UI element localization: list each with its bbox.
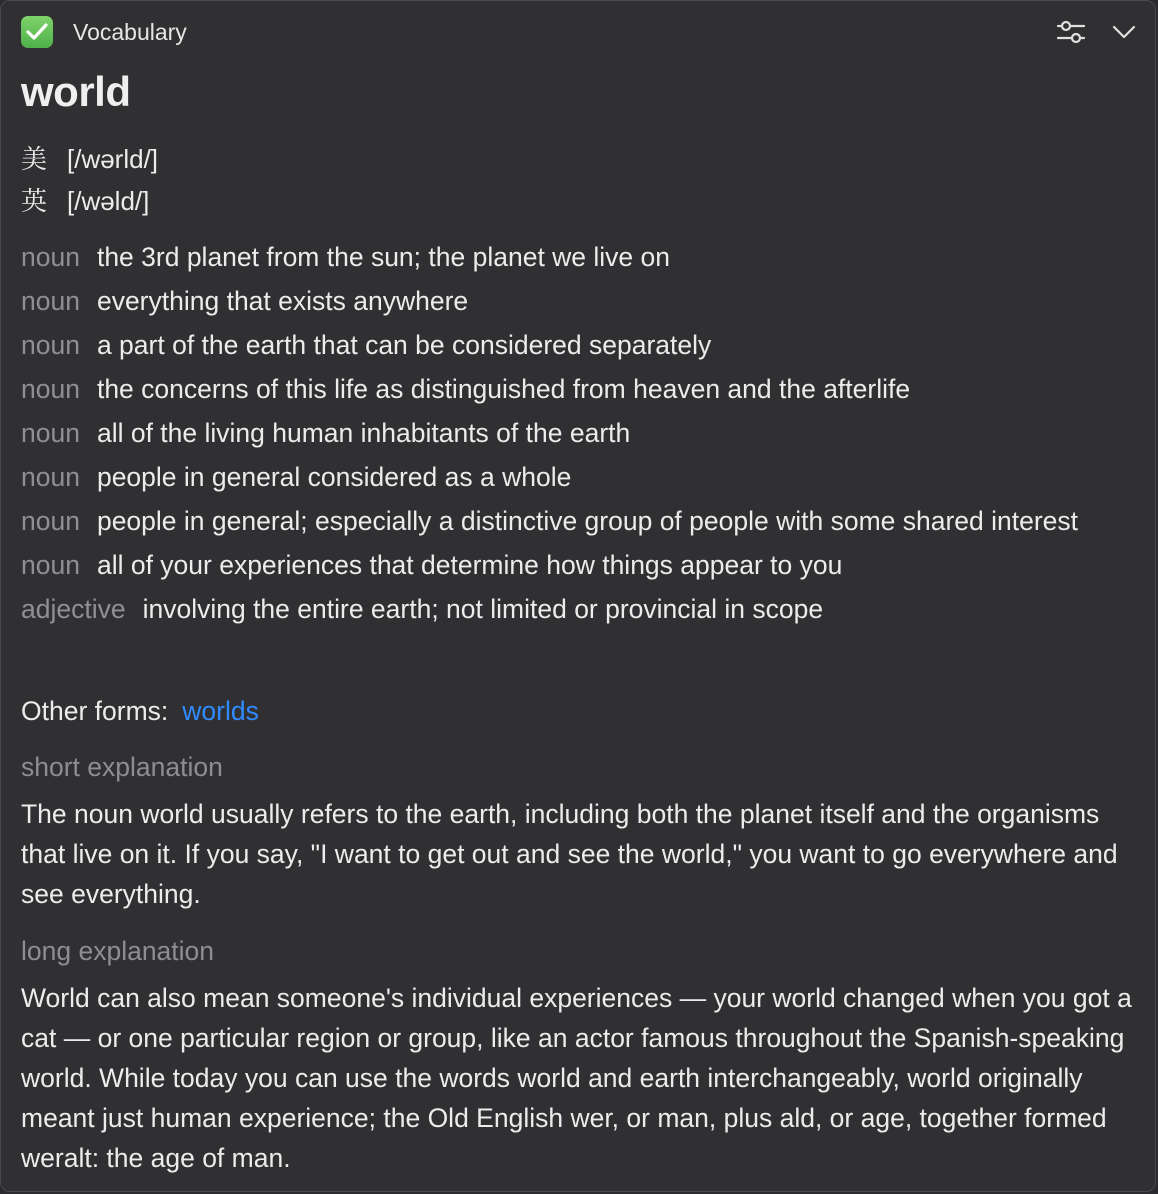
part-of-speech: noun <box>21 242 80 272</box>
short-explanation-label: short explanation <box>21 752 223 782</box>
window-header <box>1 1 1155 63</box>
definition-text: people in general considered as a whole <box>96 462 572 492</box>
headword: world <box>21 68 131 115</box>
part-of-speech: noun <box>21 550 80 580</box>
part-of-speech: noun <box>21 330 80 360</box>
ipa-text: [/wərld/] <box>67 144 159 174</box>
long-explanation-text: World can also mean someone's individual experiences — your world changed when you got a cat — or one particular region or group, like an actor famous throughout the Spanish-speaking world. While today you can use the words world and earth interchangeably, world originally meant just human experience; the Old English wer, or man, plus ald, or age, together formed weralt: the age of man. <box>21 983 1132 1173</box>
definition-text: people in general; especially a distinctive group of people with some shared interest <box>96 506 1079 536</box>
definition-item <box>21 237 1131 277</box>
chevron-down-icon <box>1109 17 1139 47</box>
definition-text: a part of the earth that can be considered separately <box>96 330 712 360</box>
pronunciation-uk <box>21 184 149 219</box>
definition-item <box>21 589 1131 629</box>
part-of-speech: noun <box>21 286 80 316</box>
sliders-icon <box>1055 17 1087 47</box>
definition-item <box>21 325 1131 365</box>
definition-text: all of the living human inhabitants of the earth <box>96 418 631 448</box>
settings-button[interactable] <box>1055 17 1087 47</box>
definitions-list <box>21 237 1131 633</box>
part-of-speech: noun <box>21 418 80 448</box>
definition-text: everything that exists anywhere <box>96 286 469 316</box>
other-forms <box>21 691 259 731</box>
definition-item <box>21 457 1131 497</box>
app-title: Vocabulary <box>73 19 187 45</box>
definition-item <box>21 545 1131 585</box>
region-label: 英 <box>21 187 48 217</box>
ipa-text: [/wəld/] <box>67 186 150 216</box>
definition-item <box>21 369 1131 409</box>
definition-text: the 3rd planet from the sun; the planet we live on <box>96 242 671 272</box>
checkmark-app-icon <box>21 16 53 48</box>
definition-item <box>21 501 1131 541</box>
part-of-speech: noun <box>21 462 80 492</box>
part-of-speech: adjective <box>21 594 126 624</box>
other-forms-label: Other forms: <box>21 696 169 726</box>
definition-item <box>21 413 1131 453</box>
definition-text: involving the entire earth; not limited or provincial in scope <box>142 594 824 624</box>
definition-text: all of your experiences that determine how things appear to you <box>96 550 843 580</box>
part-of-speech: noun <box>21 374 80 404</box>
collapse-button[interactable] <box>1109 17 1139 47</box>
region-label: 美 <box>21 145 48 175</box>
definition-text: the concerns of this life as distinguished from heaven and the afterlife <box>96 374 911 404</box>
long-explanation-label: long explanation <box>21 936 215 966</box>
part-of-speech: noun <box>21 506 80 536</box>
pronunciation-us <box>21 142 158 177</box>
short-explanation-text: The noun world usually refers to the earth, including both the planet itself and the organisms that live on it. If you say, "I want to get out and see the world," you want to go everywhere and see everything. <box>21 799 1118 909</box>
definition-item <box>21 281 1131 321</box>
other-form-link[interactable]: worlds <box>182 696 259 726</box>
